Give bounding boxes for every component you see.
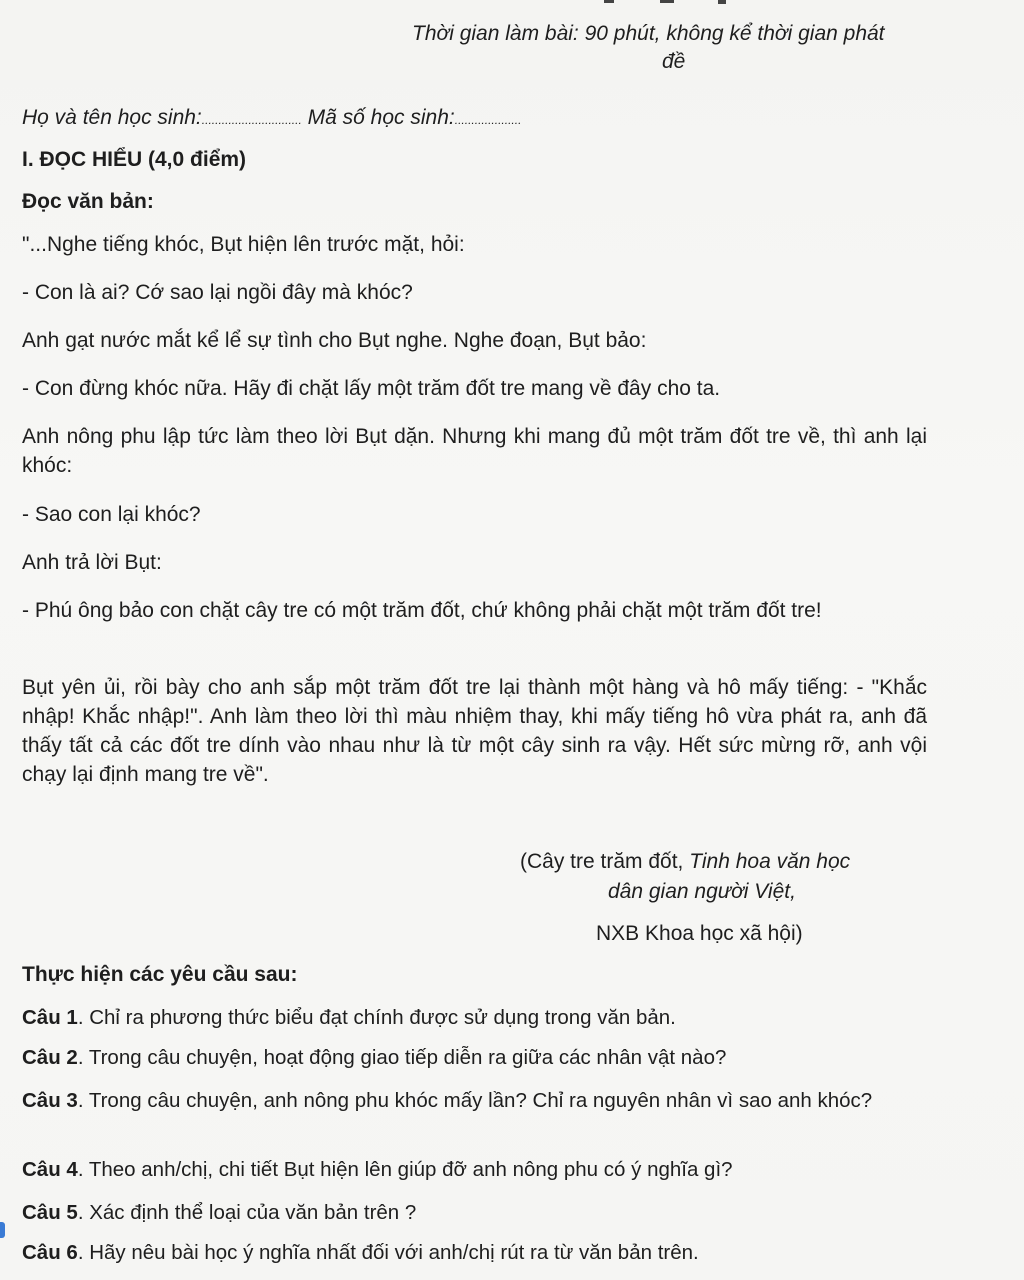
- question-text: . Chỉ ra phương thức biểu đạt chính được sử dụng trong văn bản.: [77, 1006, 676, 1029]
- question-item: [22, 1198, 927, 1227]
- question-text: . Xác định thể loại của văn bản trên ?: [77, 1201, 417, 1224]
- passage-paragraph: - Phú ông bảo con chặt cây tre có một trăm đốt, chứ không phải chặt một trăm đốt tre!: [22, 599, 822, 622]
- exam-time-line-1: Thời gian làm bài: 90 phút, không kể thời gian phát: [412, 22, 885, 45]
- passage-paragraph: - Con là ai? Cớ sao lại ngồi đây mà khóc?: [22, 281, 413, 304]
- passage-paragraph: "...Nghe tiếng khóc, Bụt hiện lên trước mặt, hỏi:: [22, 233, 465, 256]
- passage-paragraph: Anh trả lời Bụt:: [22, 551, 162, 574]
- tasks-heading: Thực hiện các yêu cầu sau:: [22, 963, 298, 986]
- question-text: . Trong câu chuyện, anh nông phu khóc mấy lần? Chỉ ra nguyên nhân vì sao anh khóc?: [77, 1089, 873, 1112]
- passage-paragraph: Anh gạt nước mắt kể lể sự tình cho Bụt nghe. Nghe đoạn, Bụt bảo:: [22, 329, 647, 352]
- question-item: [22, 1238, 927, 1267]
- student-info-line: [22, 104, 521, 134]
- question-text: . Theo anh/chị, chi tiết Bụt hiện lên giúp đỡ anh nông phu có ý nghĩa gì?: [77, 1158, 733, 1181]
- question-label: Câu 4: [22, 1158, 78, 1181]
- citation-title-part-2: dân gian người Việt,: [608, 880, 796, 903]
- question-item: [22, 1043, 927, 1072]
- question-item: [22, 1086, 927, 1115]
- section-title: I. ĐỌC HIỂU (4,0 điểm): [22, 148, 247, 171]
- question-text: . Trong câu chuyện, hoạt động giao tiếp diễn ra giữa các nhân vật nào?: [77, 1046, 727, 1069]
- question-label: Câu 1: [22, 1006, 78, 1029]
- exam-time-line-2: đề: [662, 50, 686, 73]
- citation-title-part-1: Tinh hoa văn học: [689, 850, 851, 873]
- passage-paragraph: - Con đừng khóc nữa. Hãy đi chặt lấy một trăm đốt tre mang về đây cho ta.: [22, 377, 721, 400]
- passage-paragraph: Bụt yên ủi, rồi bày cho anh sắp một trăm đốt tre lại thành một hàng và hô mấy tiếng: - "Khắc nhập! Khắc nhập!". Anh làm theo lời thì màu nhiệm thay, khi mấy tiếng hô vừa phát ra, anh đã thấy tất cả các đốt tre dính vào nhau như là từ một cây sinh ra vậy. Hết sức mừng rỡ, anh vội chạy lại định mang tre về".: [22, 676, 927, 786]
- student-name-blank: ..............................: [201, 113, 302, 127]
- citation-prefix: (Cây tre trăm đốt,: [520, 850, 690, 873]
- question-label: Câu 2: [22, 1046, 78, 1069]
- passage-paragraph: Anh nông phu lập tức làm theo lời Bụt dặn. Nhưng khi mang đủ một trăm đốt tre về, thì anh lại khóc:: [22, 425, 927, 477]
- exam-time-note: [412, 20, 952, 76]
- question-item: [22, 1003, 927, 1032]
- question-item: [22, 1155, 927, 1184]
- read-text-label: Đọc văn bản:: [22, 190, 154, 213]
- question-label: Câu 3: [22, 1089, 78, 1112]
- scroll-edge-indicator[interactable]: [0, 1222, 5, 1238]
- citation-publisher: NXB Khoa học xã hội): [596, 922, 803, 945]
- student-name-label: Họ và tên học sinh:: [22, 106, 202, 129]
- student-id-label: Mã số học sinh:: [307, 106, 455, 129]
- question-label: Câu 6: [22, 1241, 78, 1264]
- student-id-blank: ....................: [454, 113, 522, 127]
- cropped-top-text-fragment: [600, 0, 760, 8]
- citation-line-1: [520, 848, 850, 876]
- passage-paragraph: - Sao con lại khóc?: [22, 503, 201, 526]
- question-label: Câu 5: [22, 1201, 78, 1224]
- question-text: . Hãy nêu bài học ý nghĩa nhất đối với anh/chị rút ra từ văn bản trên.: [77, 1241, 699, 1264]
